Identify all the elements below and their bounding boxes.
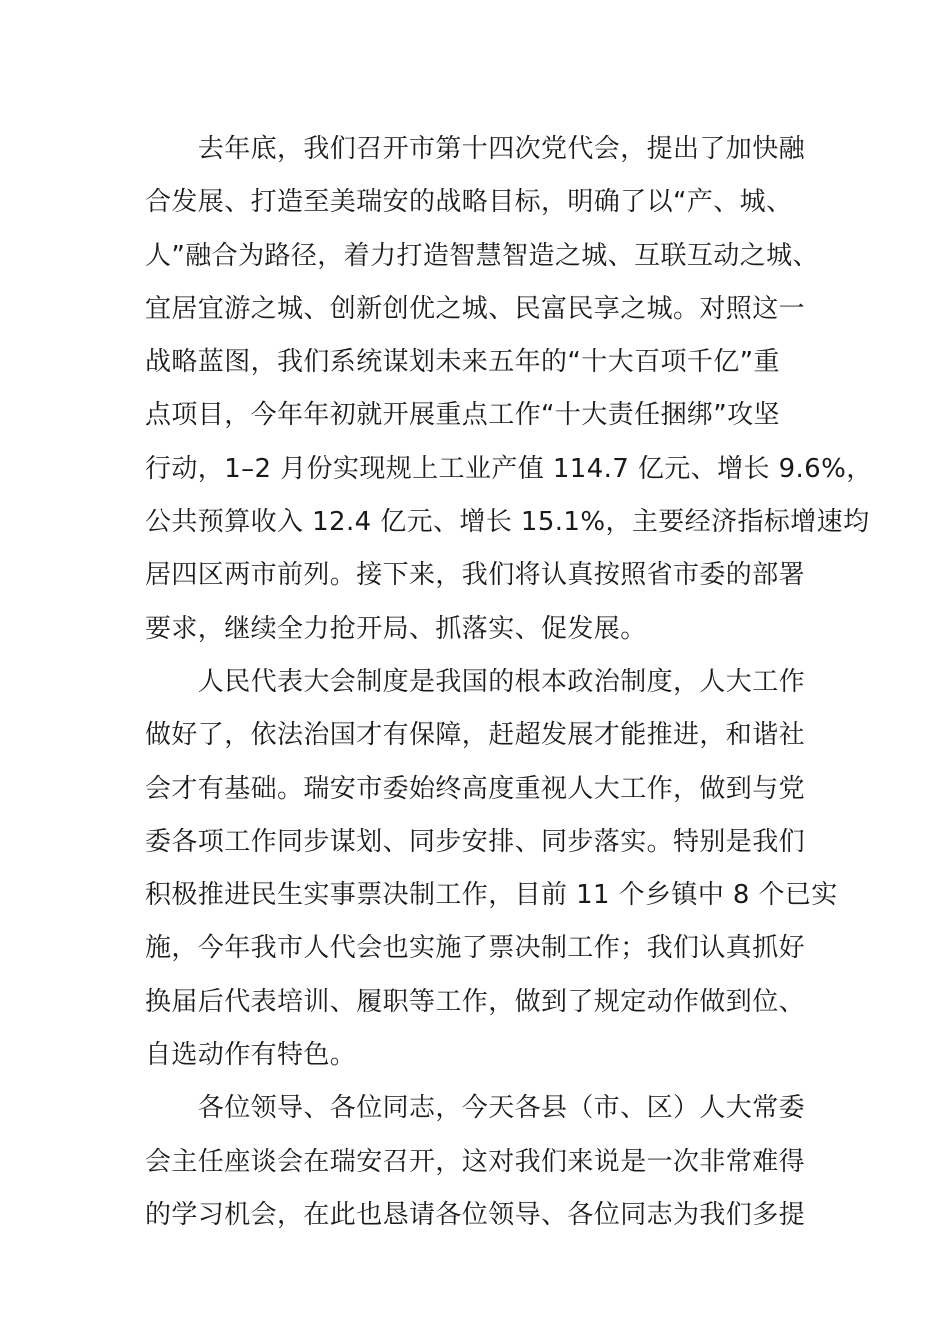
text-line: 行动，1–2 月份实现规上工业产值 114.7 亿元、增长 9.6%，: [145, 453, 873, 484]
document-body: [145, 123, 873, 1242]
text-line: 人”融合为路径，着力打造智慧智造之城、互联互动之城、: [145, 240, 819, 271]
text-line: 委各项工作同步谋划、同步安排、同步落实。特别是我们: [145, 826, 806, 857]
text-line: 换届后代表培训、履职等工作，做到了规定动作做到位、: [145, 986, 806, 1017]
paragraph-2: [145, 656, 838, 1082]
paragraph-3: [145, 1082, 805, 1242]
text-line: 要求，继续全力抢开局、抓落实、促发展。: [145, 613, 647, 644]
text-line: 各位领导、各位同志，今天各县（市、区）人大常委: [145, 1093, 806, 1124]
text-line: 居四区两市前列。接下来，我们将认真按照省市委的部署: [145, 560, 806, 591]
text-line: 人民代表大会制度是我国的根本政治制度，人大工作: [145, 666, 806, 697]
text-line: 积极推进民生实事票决制工作，目前 11 个乡镇中 8 个已实: [145, 880, 838, 911]
text-line: 点项目，今年年初就开展重点工作“十大责任捆绑”攻坚: [145, 400, 780, 431]
text-line: 去年底，我们召开市第十四次党代会，提出了加快融: [145, 134, 806, 164]
text-line: 自选动作有特色。: [145, 1040, 357, 1071]
text-line: 合发展、打造至美瑞安的战略目标，明确了以“产、城、: [145, 187, 793, 218]
text-line: 做好了，依法治国才有保障，赶超发展才能推进，和谐社: [145, 720, 806, 751]
paragraph-1: [145, 123, 873, 656]
text-line: 战略蓝图，我们系统谋划未来五年的“十大百项千亿”重: [145, 347, 780, 378]
text-line: 会才有基础。瑞安市委始终高度重视人大工作，做到与党: [145, 773, 806, 804]
text-line: 会主任座谈会在瑞安召开，这对我们来说是一次非常难得: [145, 1146, 806, 1177]
text-line: 公共预算收入 12.4 亿元、增长 15.1%，主要经济指标增速均: [145, 507, 870, 538]
text-line: 施，今年我市人代会也实施了票决制工作；我们认真抓好: [145, 933, 806, 964]
text-line: 的学习机会，在此也恳请各位领导、各位同志为我们多提: [145, 1199, 806, 1230]
text-line: 宜居宜游之城、创新创优之城、民富民享之城。对照这一: [145, 293, 806, 324]
